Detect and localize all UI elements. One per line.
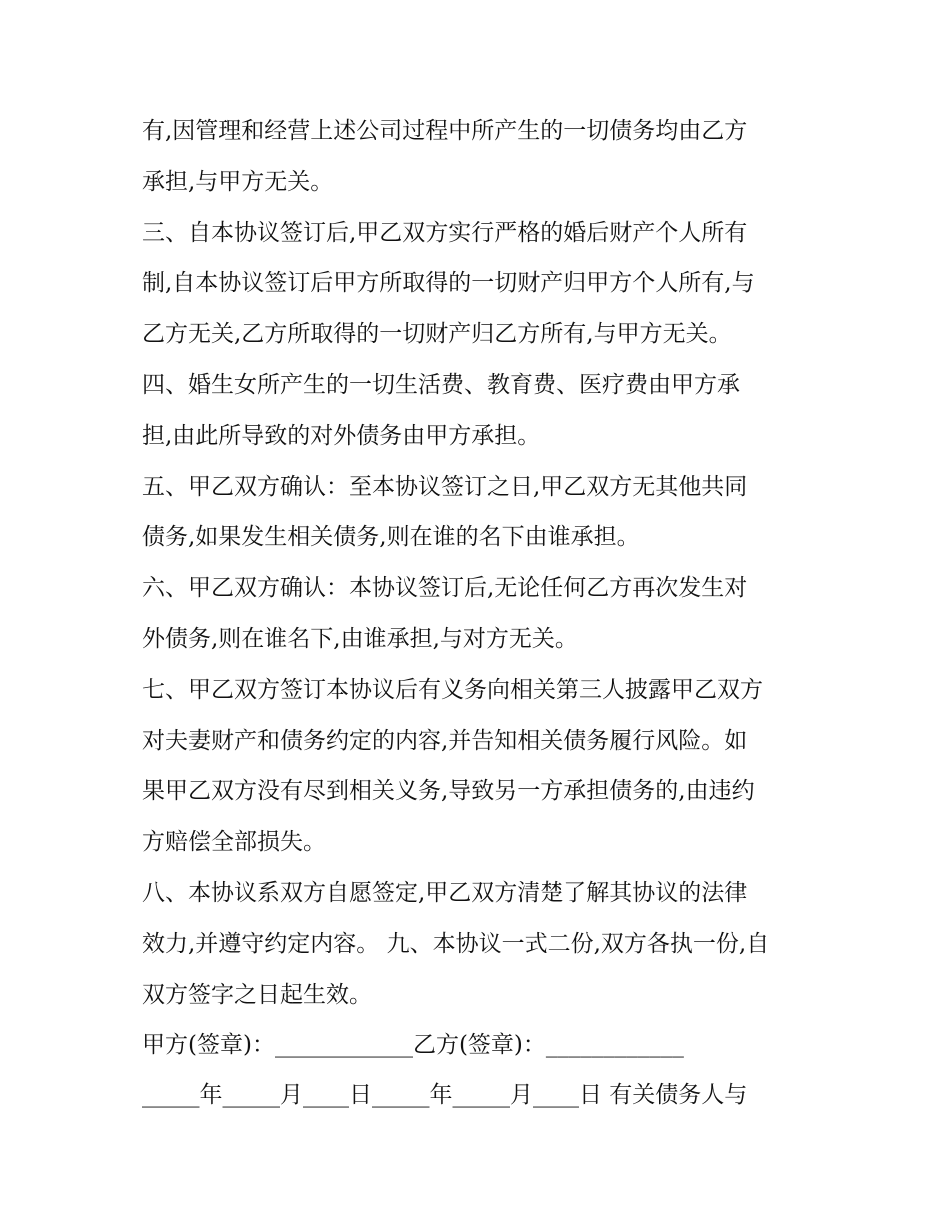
text-line: 担,由此所导致的对外债务由甲方承担。 bbox=[142, 422, 541, 449]
text-line: 果甲乙双方没有尽到相关义务,导致另一方承担债务的,由违约 bbox=[142, 778, 755, 805]
text-line: 四、婚生女所产生的一切生活费、教育费、医疗费由甲方承 bbox=[142, 371, 740, 398]
text-line: 承担,与甲方无关。 bbox=[142, 168, 334, 195]
text-line: 方赔偿全部损失。 bbox=[142, 829, 326, 856]
text-line: 六、甲乙双方确认：本协议签订后,无论任何乙方再次发生对 bbox=[142, 575, 748, 602]
text-line: 制,自本协议签订后甲方所取得的一切财产归甲方个人所有,与 bbox=[142, 270, 755, 297]
text-line: 七、甲乙双方签订本协议后有义务向相关第三人披露甲乙双方 bbox=[142, 676, 763, 703]
text-line: 效力,并遵守约定内容。 九、本协议一式二份,双方各执一份,自 bbox=[142, 930, 770, 957]
document-body bbox=[142, 106, 822, 1120]
date-line: _____年_____月____日_____年_____月____日 有关债务人与 bbox=[142, 1082, 748, 1109]
text-line: 八、本协议系双方自愿签定,甲乙双方清楚了解其协议的法律 bbox=[142, 879, 748, 906]
text-line: 债务,如果发生相关债务,则在谁的名下由谁承担。 bbox=[142, 524, 640, 551]
text-line: 对夫妻财产和债务约定的内容,并告知相关债务履行风险。如 bbox=[142, 727, 748, 754]
text-line: 有,因管理和经营上述公司过程中所产生的一切债务均由乙方 bbox=[142, 118, 748, 144]
text-line: 五、甲乙双方确认：至本协议签订之日,甲乙双方无其他共同 bbox=[142, 473, 748, 500]
text-line: 双方签字之日起生效。 bbox=[142, 981, 372, 1008]
text-line: 外债务,则在谁名下,由谁承担,与对方无关。 bbox=[142, 625, 578, 652]
signature-line: 甲方(签章)：____________乙方(签章)：____________ bbox=[142, 1032, 684, 1059]
text-line: 三、自本协议签订后,甲乙双方实行严格的婚后财产个人所有 bbox=[142, 219, 748, 246]
text-line: 乙方无关,乙方所取得的一切财产归乙方所有,与甲方无关。 bbox=[142, 321, 732, 348]
